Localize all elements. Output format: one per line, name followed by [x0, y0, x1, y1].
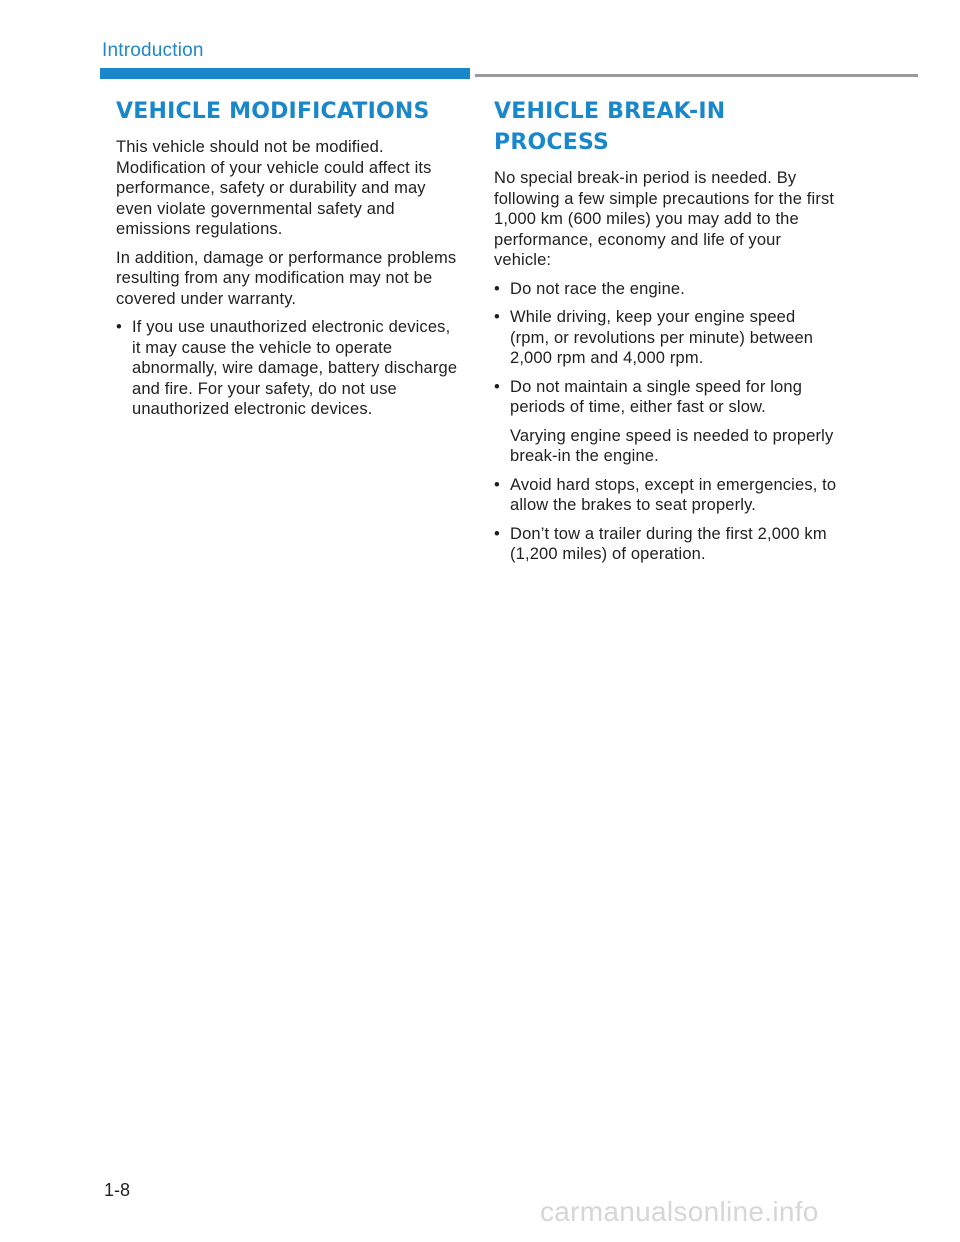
bullet-list — [116, 317, 461, 420]
bullet-dot-icon: • — [494, 279, 500, 298]
bullet-text: Don’t tow a trailer during the first 2,000 km (1,200 miles) of operation. — [510, 524, 827, 563]
page-number: 1-8 — [104, 1180, 131, 1200]
bullet-dot-icon: • — [116, 318, 122, 336]
bullet-item — [494, 307, 839, 369]
section-label: Introduction — [102, 40, 204, 61]
bullet-dot-icon: • — [494, 524, 500, 543]
heading-vehicle-modifications: VEHICLE MODIFICATIONS — [116, 99, 430, 124]
heading-line: VEHICLE BREAK-IN — [494, 99, 726, 124]
column-vehicle-modifications — [116, 96, 461, 428]
bullet-dot-icon: • — [494, 308, 500, 326]
heading-line: PROCESS — [494, 130, 610, 155]
bullet-text: If you use unauthorized electronic devices, it may cause the vehicle to operate abnormally, wire damage, battery discharge and fire. For your safety, do not use unauthorized electronic devices. — [132, 318, 458, 418]
watermark: carmanualsonline.info — [540, 1196, 819, 1227]
bullet-text: Avoid hard stops, except in emergencies, to allow the brakes to seat properly. — [510, 475, 837, 514]
bullet-item — [494, 475, 839, 516]
paragraph: This vehicle should not be modified. Modification of your vehicle could affect its performance, safety or durability and may even violate governmental safety and emissions regulations. — [116, 138, 432, 238]
bullet-note: Varying engine speed is needed to properly break-in the engine. — [510, 426, 834, 465]
bullet-text: Do not maintain a single speed for long periods of time, either fast or slow. — [510, 377, 803, 416]
bullet-text: Do not race the engine. — [510, 279, 685, 298]
header-rule-grey — [475, 74, 918, 77]
bullet-item — [494, 279, 839, 300]
bullet-item — [494, 524, 839, 565]
bullet-text: While driving, keep your engine speed (rpm, or revolutions per minute) between 2,000 rpm and 4,000 rpm. — [510, 308, 814, 367]
bullet-list — [494, 279, 839, 565]
paragraph: No special break-in period is needed. By following a few simple precautions for the first 1,000 km (600 miles) you may add to the performance, economy and life of your vehicle: — [494, 169, 835, 269]
bullet-dot-icon: • — [494, 475, 500, 494]
bullet-item — [494, 377, 839, 467]
paragraph: In addition, damage or performance problems resulting from any modification may not be covered under warranty. — [116, 248, 457, 308]
header-rule-accent — [100, 68, 470, 79]
column-break-in-process — [494, 96, 839, 573]
bullet-item — [116, 317, 461, 420]
bullet-dot-icon: • — [494, 377, 500, 396]
heading-break-in-process — [494, 96, 839, 158]
